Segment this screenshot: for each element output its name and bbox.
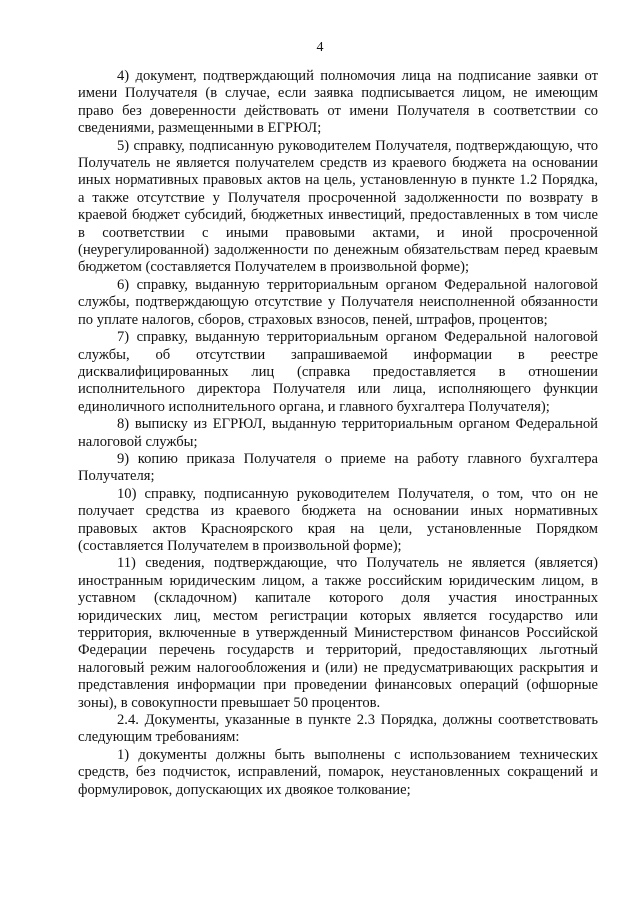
paragraph-item-8: 8) выписку из ЕГРЮЛ, выданную территориальным органом Федеральной налоговой службы;	[78, 416, 598, 450]
paragraph-section-2-4: 2.4. Документы, указанные в пункте 2.3 Порядка, должны соответствовать следующим требованиям:	[78, 712, 598, 746]
paragraph-item-10: 10) справку, подписанную руководителем Получателя, о том, что он не получает средства из краевого бюджета на основании иных нормативных правовых актов Красноярского края на цели, установленные Порядком (составляется Получателем в произвольной форме);	[78, 485, 598, 554]
paragraph-item-6: 6) справку, выданную территориальным органом Федеральной налоговой службы, подтверждающую отсутствие у Получателя неисполненной обязанности по уплате налогов, сборов, страховых взносов, пеней, штрафов, процентов;	[78, 276, 598, 328]
document-body	[78, 68, 598, 799]
paragraph-item-11: 11) сведения, подтверждающие, что Получатель не является (является) иностранным юридическим лицом, а также российским юридическим лицом, в уставном (складочном) капитале которого доля участия иностранных юридических лиц, местом регистрации которых является государство или территория, включенные в утвержденный Министерством финансов Российской Федерации перечень государств и территорий, предоставляющих льготный налоговый режим налогообложения и (или) не предусматривающих раскрытия и представления информации при проведении финансовых операций (офшорные зоны), в совокупности превышает 50 процентов.	[78, 555, 598, 711]
paragraph-requirement-1: 1) документы должны быть выполнены с использованием технических средств, без подчисток, исправлений, помарок, неустановленных сокращений и формулировок, допускающих их двоякое толкование;	[78, 746, 598, 798]
page-number: 4	[316, 40, 324, 55]
paragraph-item-4: 4) документ, подтверждающий полномочия лица на подписание заявки от имени Получателя (в случае, если заявка подписывается лицом, не имеющим право без доверенности действовать от имени Получателя в соответствии со сведениями, размещенными в ЕГРЮЛ;	[78, 68, 598, 137]
paragraph-item-5: 5) справку, подписанную руководителем Получателя, подтверждающую, что Получатель не является получателем средств из краевого бюджета на основании иных нормативных правовых актов на цель, установленную в пункте 1.2 Порядка, а также отсутствие у Получателя просроченной задолженности по возврату в краевой бюджет субсидий, бюджетных инвестиций, предоставленных в том числе в соответствии с иными правовыми актами, и иной просроченной (неурегулированной) задолженности по денежным обязательствам перед краевым бюджетом (составляется Получателем в произвольной форме);	[78, 137, 598, 276]
paragraph-item-7: 7) справку, выданную территориальным органом Федеральной налоговой службы, об отсутствии запрашиваемой информации в реестре дисквалифицированных лиц (справка предоставляется в отношении исполнительного директора Получателя или лица, исполняющего функции единоличного исполнительного органа, и главного бухгалтера Получателя);	[78, 329, 598, 415]
paragraph-item-9: 9) копию приказа Получателя о приеме на работу главного бухгалтера Получателя;	[78, 450, 598, 485]
